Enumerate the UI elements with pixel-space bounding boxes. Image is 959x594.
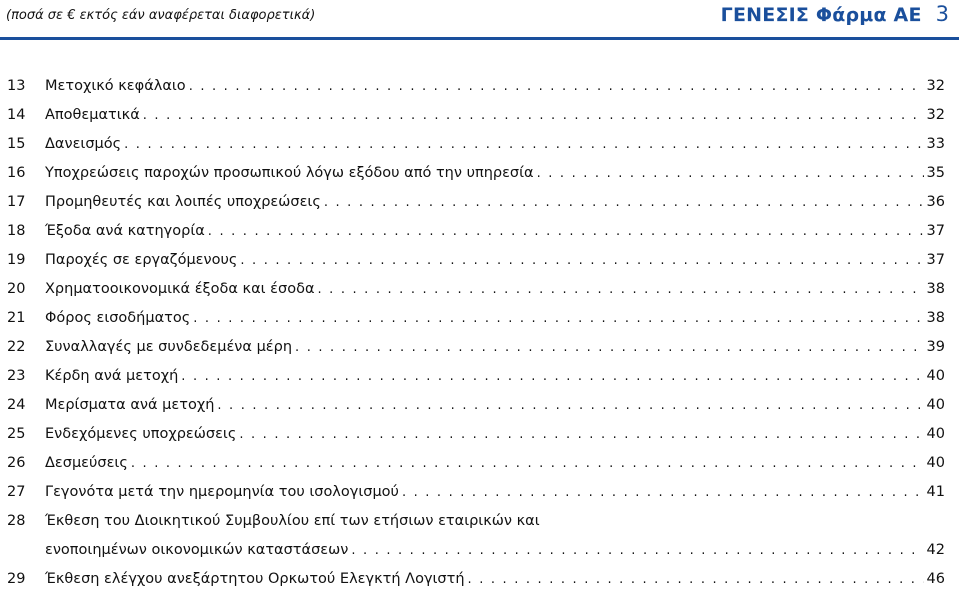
toc-entry-number: 17 [7,194,26,210]
dot-leader [537,159,924,188]
toc-entry-line [45,159,945,188]
dot-leader [239,420,923,449]
toc-entry[interactable] [0,565,959,594]
page-header [0,0,959,40]
toc-entry-line [45,101,945,130]
currency-note: (ποσά σε € εκτός εάν αναφέρεται διαφορετικά) [6,8,316,23]
toc-entry-page: 40 [926,368,945,384]
toc-entry-number: 21 [7,310,26,326]
toc-entry-title: Υποχρεώσεις παροχών προσωπικού λόγω εξόδου από την υπηρεσία [45,165,534,181]
toc-entry-line [45,304,945,333]
toc-entry-page: 40 [926,455,945,471]
toc-entry-page: 32 [926,78,945,94]
toc-entry-title: Ενδεχόμενες υποχρεώσεις [45,426,237,442]
dot-leader [124,130,923,159]
toc-entry-number: 13 [7,78,26,94]
toc-entry-line [45,130,945,159]
toc-entry-line [45,72,945,101]
dot-leader [208,217,924,246]
toc-entry-page: 38 [926,310,945,326]
header-brand [721,2,949,26]
toc-entry-line [45,217,945,246]
toc-entry-page: 42 [926,542,945,558]
toc-entry-title: Μετοχικό κεφάλαιο [45,78,186,94]
toc-entry-page: 46 [926,571,945,587]
toc-entry[interactable] [0,420,959,449]
dot-leader [131,449,924,478]
toc-entry-page: 37 [926,223,945,239]
toc-entry-number: 24 [7,397,26,413]
dot-leader [217,391,923,420]
dot-leader [181,362,923,391]
toc-entry-title: Συναλλαγές με συνδεδεμένα μέρη [45,339,293,355]
toc-entry-page: 40 [926,426,945,442]
toc-entry-number: 27 [7,484,26,500]
dot-leader [351,536,923,565]
dot-leader [324,188,924,217]
toc-entry-line [45,565,945,594]
toc-entry-line [45,536,945,565]
toc-entry[interactable] [0,246,959,275]
toc-entry-title: Έκθεση ελέγχου ανεξάρτητου Ορκωτού Ελεγκτή Λογιστή [45,571,465,587]
toc-entry-page: 33 [926,136,945,152]
toc-entry[interactable] [0,130,959,159]
toc-entry-number: 28 [7,513,26,529]
toc-entry-line [45,362,945,391]
toc-entry-title: Χρηματοοικονομικά έξοδα και έσοδα [45,281,315,297]
toc-entry-title: Δανεισμός [45,136,122,152]
toc-entry-page: 37 [926,252,945,268]
dot-leader [468,565,924,594]
toc-entry-number: 26 [7,455,26,471]
toc-entry-title: Έξοδα ανά κατηγορία [45,223,205,239]
toc-entry-title: Έκθεση του Διοικητικού Συμβουλίου επί των ετήσιων εταιρικών και [45,513,540,529]
toc-entry-title: Φόρος εισοδήματος [45,310,191,326]
dot-leader [295,333,924,362]
toc-entry[interactable] [0,507,959,565]
toc-entry-line [45,449,945,478]
toc-entry-line [45,420,945,449]
toc-entry[interactable] [0,217,959,246]
toc-entry-page: 41 [926,484,945,500]
toc-entry-line [45,391,945,420]
toc-entry-page: 36 [926,194,945,210]
toc-entry[interactable] [0,275,959,304]
toc-entry-title: Δεσμεύσεις [45,455,128,471]
toc-entry-page: 40 [926,397,945,413]
toc-entry-number: 14 [7,107,26,123]
page-number: 3 [935,2,949,26]
dot-leader [240,246,923,275]
toc-entry-title: Αποθεματικά [45,107,140,123]
toc-entry-number: 23 [7,368,26,384]
toc-entry[interactable] [0,101,959,130]
toc-entry-number: 15 [7,136,26,152]
toc-entry-number: 18 [7,223,26,239]
dot-leader [193,304,923,333]
toc-entry[interactable] [0,333,959,362]
toc-entry-line [45,188,945,217]
toc-entry-number: 19 [7,252,26,268]
toc-entry-page: 39 [926,339,945,355]
toc-entry-line [45,275,945,304]
toc-entry[interactable] [0,159,959,188]
toc-entry-number: 25 [7,426,26,442]
company-name: ΓΕΝΕΣΙΣ Φάρμα ΑΕ [720,4,922,26]
toc-entry-title: Κέρδη ανά μετοχή [45,368,179,384]
toc-entry-page: 35 [926,165,945,181]
toc-entry[interactable] [0,478,959,507]
toc-entry-line [45,333,945,362]
toc-entry[interactable] [0,72,959,101]
toc-entry-title-continued: ενοποιημένων οικονομικών καταστάσεων [45,542,349,558]
toc-entry[interactable] [0,362,959,391]
table-of-contents [0,72,959,594]
toc-entry-number: 22 [7,339,26,355]
dot-leader [143,101,924,130]
toc-entry[interactable] [0,304,959,333]
toc-entry-title: Γεγονότα μετά την ημερομηνία του ισολογισμού [45,484,399,500]
toc-entry-number: 29 [7,571,26,587]
toc-entry-page: 32 [926,107,945,123]
dot-leader [402,478,924,507]
toc-entry-page: 38 [926,281,945,297]
toc-entry-number: 16 [7,165,26,181]
dot-leader [189,72,924,101]
toc-entry-line [45,478,945,507]
toc-entry-number: 20 [7,281,26,297]
dot-leader [318,275,924,304]
toc-entry[interactable] [0,391,959,420]
toc-entry-title: Παροχές σε εργαζόμενους [45,252,238,268]
toc-entry[interactable] [0,449,959,478]
toc-entry[interactable] [0,188,959,217]
toc-entry-line [45,246,945,275]
toc-entry-title: Μερίσματα ανά μετοχή [45,397,215,413]
toc-entry-title: Προμηθευτές και λοιπές υποχρεώσεις [45,194,321,210]
